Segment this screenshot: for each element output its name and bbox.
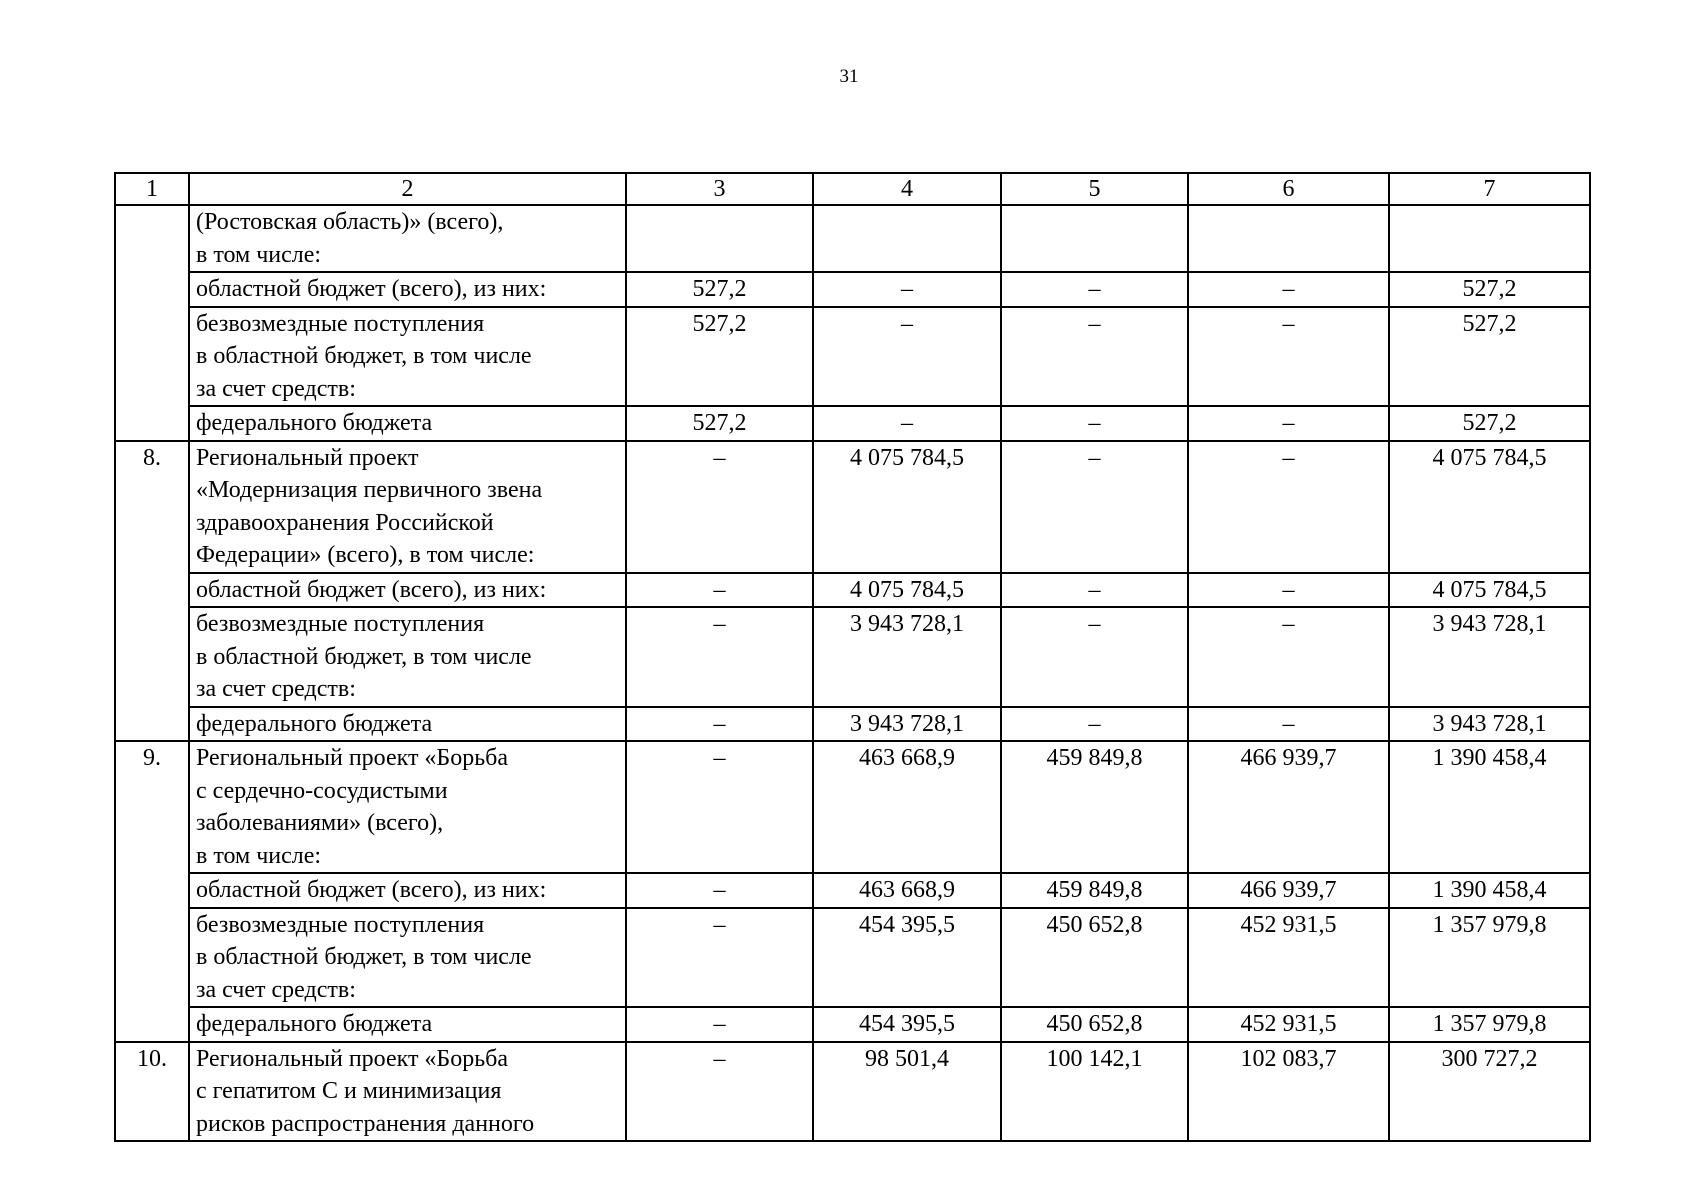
description-line: в том числе: [196, 842, 322, 869]
value-cell [813, 205, 1001, 272]
value-cell [1389, 205, 1590, 272]
description-line: за счет средств: [196, 676, 356, 702]
value-cell: – [1001, 707, 1188, 742]
row-description [189, 873, 626, 908]
value-cell: – [813, 272, 1001, 307]
value-cell: 102 083,7 [1188, 1042, 1389, 1142]
description-line: областной бюджет (всего), из них: [196, 276, 547, 302]
row-description [189, 741, 626, 873]
value-cell: 3 943 728,1 [1389, 607, 1590, 707]
row-description [189, 573, 626, 608]
value-cell: – [1188, 406, 1389, 441]
value-cell: 4 075 784,5 [1389, 441, 1590, 573]
value-cell: – [626, 741, 813, 873]
table-row [115, 741, 1590, 873]
value-cell: – [1001, 307, 1188, 407]
description-line: за счет средств: [196, 976, 356, 1003]
row-description [189, 1007, 626, 1042]
value-cell: – [1188, 573, 1389, 608]
column-header: 5 [1001, 173, 1188, 205]
row-number: 8. [115, 441, 189, 742]
page-number: 31 [839, 66, 859, 87]
value-cell: – [626, 707, 813, 742]
row-description [189, 205, 626, 272]
row-number: 10. [115, 1042, 189, 1142]
column-header: 4 [813, 173, 1001, 205]
table-row [115, 707, 1590, 742]
value-cell: 454 395,5 [813, 908, 1001, 1008]
value-cell [626, 205, 813, 272]
value-cell: – [626, 441, 813, 573]
column-header: 1 [115, 173, 189, 205]
value-cell: – [1001, 272, 1188, 307]
value-cell [1188, 205, 1389, 272]
description-line: с сердечно-сосудистыми [196, 777, 448, 804]
value-cell: 4 075 784,5 [813, 441, 1001, 573]
row-description [189, 707, 626, 742]
description-line: с гепатитом С и минимизация [196, 1078, 502, 1104]
value-cell: – [1188, 307, 1389, 407]
value-cell: – [626, 1007, 813, 1042]
table-row [115, 873, 1590, 908]
value-cell: – [1188, 272, 1389, 307]
description-line: в том числе: [196, 241, 322, 268]
row-description [189, 441, 626, 573]
value-cell: 452 931,5 [1188, 1007, 1389, 1042]
value-cell: – [626, 573, 813, 608]
value-cell: 4 075 784,5 [1389, 573, 1590, 608]
value-cell: 1 357 979,8 [1389, 908, 1590, 1008]
value-cell: 454 395,5 [813, 1007, 1001, 1042]
table-row [115, 406, 1590, 441]
table-row [115, 1007, 1590, 1042]
value-cell: – [626, 873, 813, 908]
description-line: безвозмездные поступления [196, 611, 485, 637]
description-line: (Ростовская область)» (всего), [196, 209, 504, 235]
row-description [189, 1042, 626, 1142]
column-header: 2 [189, 173, 626, 205]
value-cell: 527,2 [626, 272, 813, 307]
value-cell: 527,2 [1389, 272, 1590, 307]
description-line: рисков распространения данного [196, 1110, 535, 1137]
value-cell: 1 357 979,8 [1389, 1007, 1590, 1042]
row-description [189, 607, 626, 707]
description-line: в областной бюджет, в том числе [196, 343, 532, 369]
description-line: федерального бюджета [196, 1011, 433, 1037]
table-row [115, 607, 1590, 707]
value-cell: 3 943 728,1 [813, 707, 1001, 742]
value-cell: – [1188, 441, 1389, 573]
value-cell: 527,2 [626, 307, 813, 407]
value-cell: – [1188, 707, 1389, 742]
value-cell: 466 939,7 [1188, 873, 1389, 908]
description-line: заболеваниями» (всего), [196, 810, 444, 836]
value-cell: 459 849,8 [1001, 741, 1188, 873]
value-cell: – [626, 607, 813, 707]
value-cell: 3 943 728,1 [1389, 707, 1590, 742]
description-line: Федерации» (всего), в том числе: [196, 542, 535, 568]
value-cell: 1 390 458,4 [1389, 741, 1590, 873]
description-line: областной бюджет (всего), из них: [196, 877, 547, 903]
header-row [115, 173, 1590, 205]
row-description [189, 406, 626, 441]
value-cell: – [626, 1042, 813, 1142]
description-line: безвозмездные поступления [196, 911, 485, 938]
value-cell: 450 652,8 [1001, 1007, 1188, 1042]
value-cell: – [626, 908, 813, 1008]
row-number [115, 205, 189, 441]
row-number: 9. [115, 741, 189, 1042]
column-header: 6 [1188, 173, 1389, 205]
value-cell: 527,2 [1389, 406, 1590, 441]
value-cell: 466 939,7 [1188, 741, 1389, 873]
value-cell: – [813, 406, 1001, 441]
description-line: в областной бюджет, в том числе [196, 944, 532, 970]
table-row [115, 205, 1590, 272]
description-line: безвозмездные поступления [196, 310, 485, 337]
description-line: областной бюджет (всего), из них: [196, 576, 547, 603]
description-line: за счет средств: [196, 375, 356, 402]
value-cell: 463 668,9 [813, 741, 1001, 873]
column-header: 3 [626, 173, 813, 205]
budget-table [114, 172, 1591, 1142]
table-row [115, 272, 1590, 307]
value-cell: – [1188, 607, 1389, 707]
value-cell: – [1001, 441, 1188, 573]
value-cell: 463 668,9 [813, 873, 1001, 908]
value-cell: 459 849,8 [1001, 873, 1188, 908]
value-cell: 452 931,5 [1188, 908, 1389, 1008]
row-description [189, 908, 626, 1008]
value-cell: 300 727,2 [1389, 1042, 1590, 1142]
table-row [115, 307, 1590, 407]
table-row [115, 1042, 1590, 1142]
description-line: Региональный проект «Борьба [196, 745, 509, 771]
value-cell: – [1001, 607, 1188, 707]
value-cell: 527,2 [626, 406, 813, 441]
description-line: «Модернизация первичного звена [196, 477, 543, 503]
description-line: Региональный проект [196, 444, 419, 471]
description-line: в областной бюджет, в том числе [196, 643, 532, 670]
budget-table-body [115, 173, 1590, 1141]
column-header: 7 [1389, 173, 1590, 205]
value-cell: – [1001, 573, 1188, 608]
row-description [189, 307, 626, 407]
description-line: федерального бюджета [196, 410, 433, 436]
table-row [115, 908, 1590, 1008]
value-cell: 3 943 728,1 [813, 607, 1001, 707]
value-cell [1001, 205, 1188, 272]
description-line: здравоохранения Российской [196, 509, 494, 536]
value-cell: 450 652,8 [1001, 908, 1188, 1008]
row-description [189, 272, 626, 307]
value-cell: 527,2 [1389, 307, 1590, 407]
table-row [115, 573, 1590, 608]
value-cell: 1 390 458,4 [1389, 873, 1590, 908]
value-cell: – [813, 307, 1001, 407]
table-row [115, 441, 1590, 573]
value-cell: 4 075 784,5 [813, 573, 1001, 608]
description-line: федерального бюджета [196, 710, 433, 737]
value-cell: 100 142,1 [1001, 1042, 1188, 1142]
value-cell: 98 501,4 [813, 1042, 1001, 1142]
description-line: Региональный проект «Борьба [196, 1045, 509, 1072]
value-cell: – [1001, 406, 1188, 441]
